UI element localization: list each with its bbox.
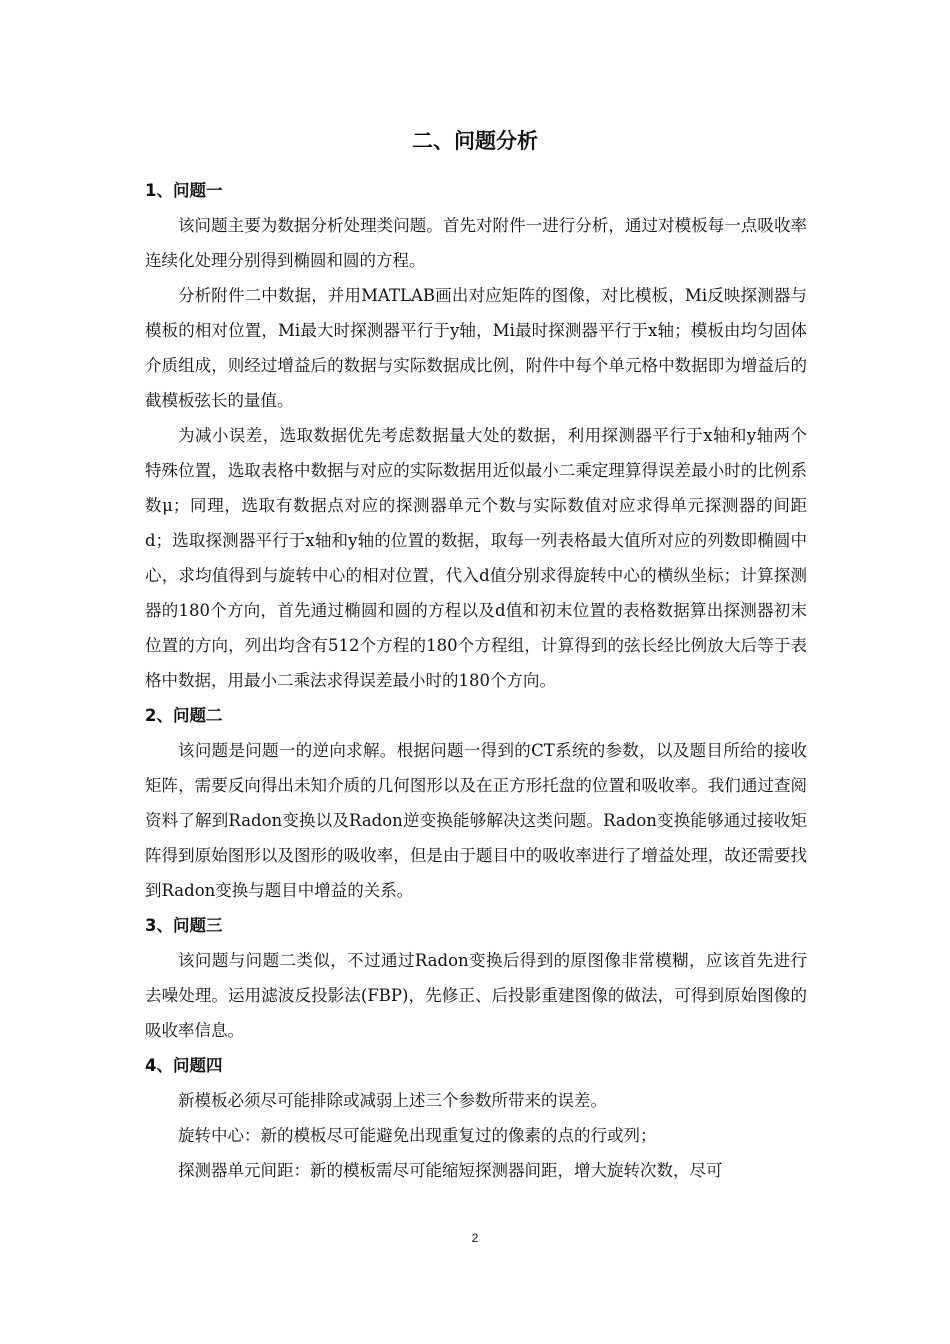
paragraph-4-3: 探测器单元间距：新的模板需尽可能缩短探测器间距，增大旋转次数，尽可	[178, 1161, 723, 1180]
paragraph-1-2: 分析附件二中数据，并用MATLAB画出对应矩阵的图像，对比模板，Mi反映探测器与模板的相对位置，Mi最大时探测器平行于y轴，Mi最时探测器平行于x轴；模板由均匀固体介质组成，则经过增益后的数据与实际数据成比例，附件中每个单元格中数据即为增益后的截模板弦长的量值。	[145, 286, 807, 410]
paragraph-4-2: 旋转中心：新的模板尽可能避免出现重复过的像素的点的行或列；	[178, 1126, 657, 1145]
heading-problem-1: 1、问题一	[145, 181, 223, 200]
paragraph-4-1: 新模板必须尽可能排除或减弱上述三个参数所带来的误差。	[178, 1091, 607, 1110]
heading-problem-2: 2、问题二	[145, 706, 223, 725]
paragraph-2-1: 该问题是问题一的逆向求解。根据问题一得到的CT系统的参数，以及题目所给的接收矩阵，需要反向得出未知介质的几何图形以及在正方形托盘的位置和吸收率。我们通过查阅资料了解到Radon变换以及Radon逆变换能够解决这类问题。Radon变换能够通过接收矩阵得到原始图形以及图形的吸收率，但是由于题目中的吸收率进行了增益处理，故还需要找到Radon变换与题目中增益的关系。	[145, 741, 807, 900]
heading-problem-3: 3、问题三	[145, 916, 223, 935]
page-number: 2	[471, 1231, 479, 1245]
body-content	[145, 173, 807, 1188]
paragraph-1-1: 该问题主要为数据分析处理类问题。首先对附件一进行分析，通过对模板每一点吸收率连续化处理分别得到椭圆和圆的方程。	[145, 216, 807, 270]
heading-problem-4: 4、问题四	[145, 1056, 223, 1075]
paragraph-3-1: 该问题与问题二类似，不过通过Radon变换后得到的原图像非常模糊，应该首先进行去噪处理。运用滤波反投影法(FBP)，先修正、后投影重建图像的做法，可得到原始图像的吸收率信息。	[145, 951, 807, 1040]
paragraph-1-3: 为减小误差，选取数据优先考虑数据量大处的数据，利用探测器平行于x轴和y轴两个特殊位置，选取表格中数据与对应的实际数据用近似最小二乘定理算得误差最小时的比例系数μ；同理，选取有数据点对应的探测器单元个数与实际数值对应求得单元探测器的间距d；选取探测器平行于x轴和y轴的位置的数据，取每一列表格最大值所对应的列数即椭圆中心，求均值得到与旋转中心的相对位置，代入d值分别求得旋转中心的横纵坐标；计算探测器的180个方向，首先通过椭圆和圆的方程以及d值和初末位置的表格数据算出探测器初末位置的方向，列出均含有512个方程的180个方程组，计算得到的弦长经比例放大后等于表格中数据，用最小二乘法求得误差最小时的180个方向。	[145, 426, 807, 690]
section-title: 二、问题分析	[412, 129, 538, 153]
